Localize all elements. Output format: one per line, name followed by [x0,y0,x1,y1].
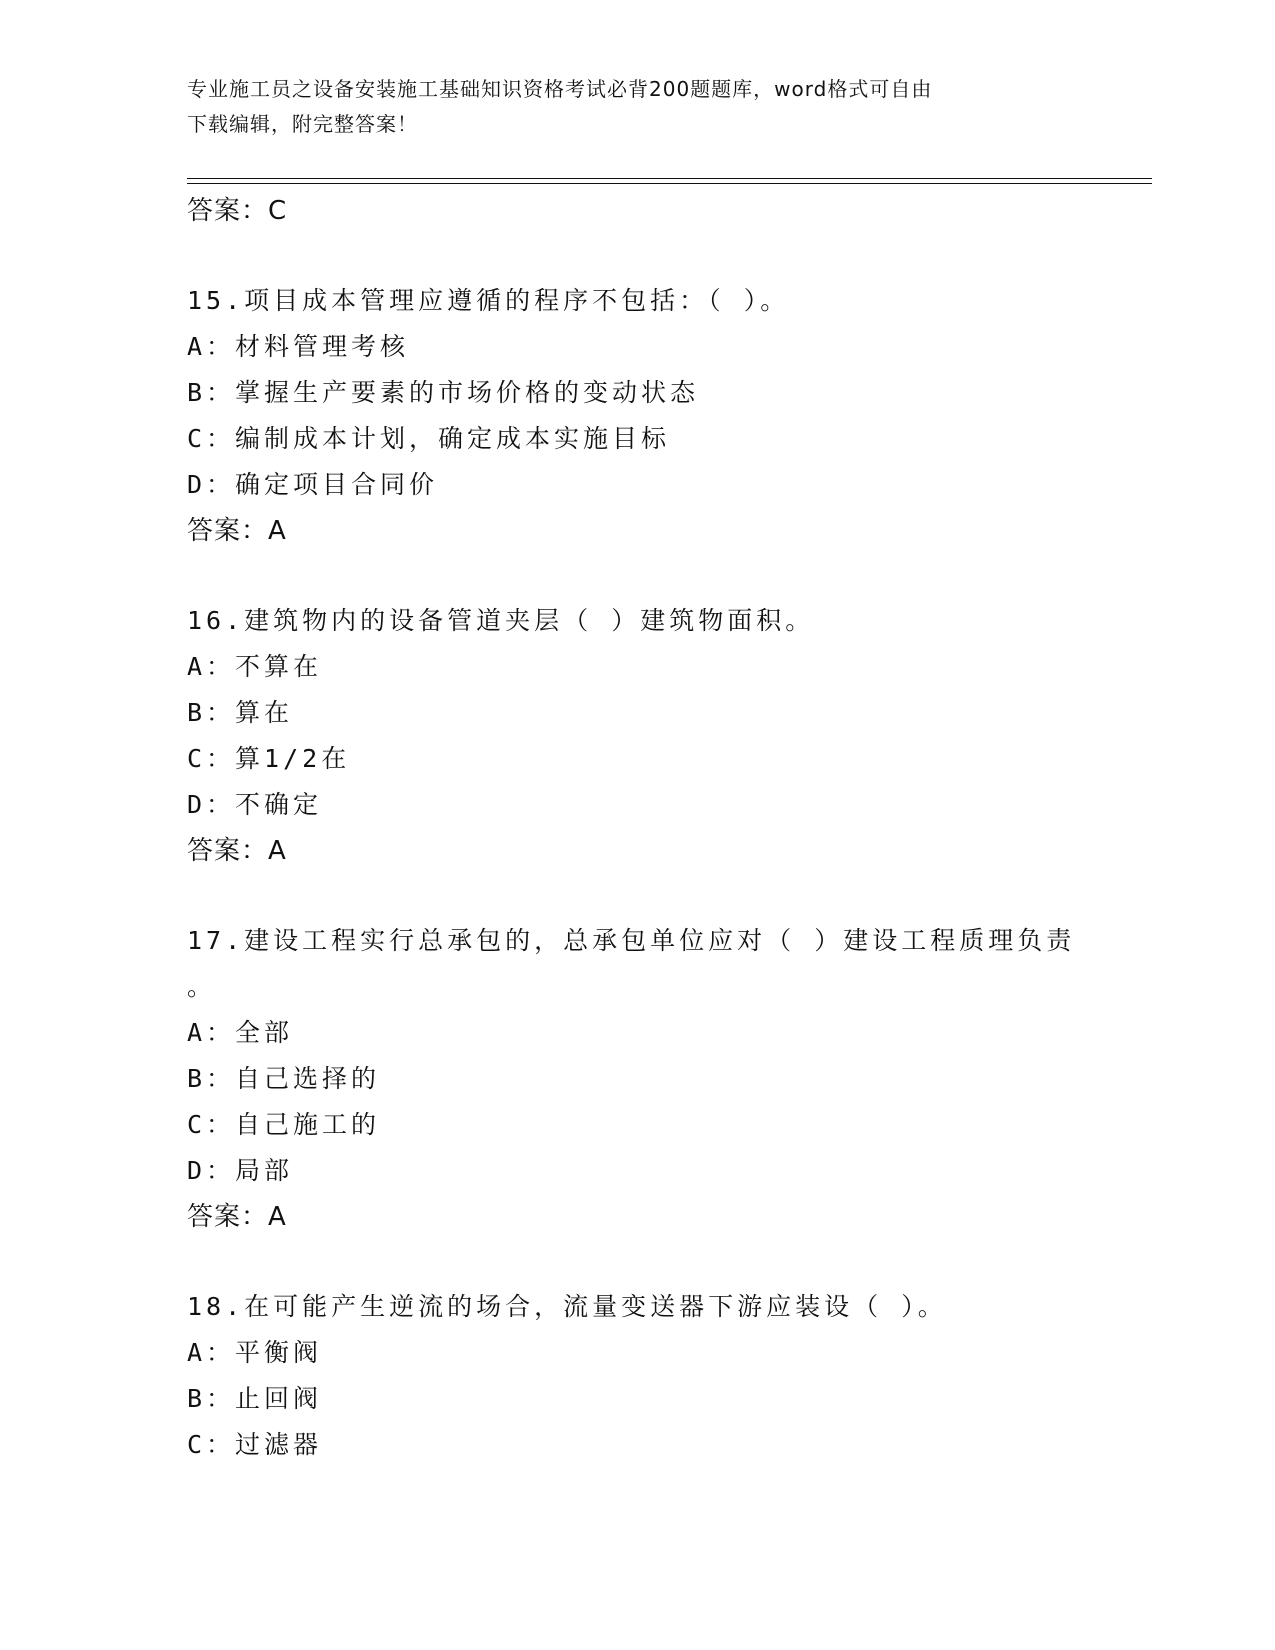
answer-previous: 答案：C [187,196,288,226]
header-line-2: 下载编辑，附完整答案！ [187,112,418,136]
option-c: C：编制成本计划，确定成本实施目标 [187,424,671,453]
option-c: C：算1/2在 [187,744,351,773]
option-b: B：自己选择的 [187,1064,381,1093]
option-c: C：过滤器 [187,1430,323,1459]
option-c: C：自己施工的 [187,1110,381,1139]
question-text: 17.建设工程实行总承包的，总承包单位应对（ ）建设工程质理负责 [187,926,1076,955]
option-d: D：确定项目合同价 [187,470,439,499]
option-b: B：掌握生产要素的市场价格的变动状态 [187,378,700,407]
question-list [187,188,1087,1468]
question-15 [187,278,1087,554]
answer: 答案：A [187,516,287,546]
header-divider-bottom [187,183,1152,184]
header-line-1: 专业施工员之设备安装施工基础知识资格考试必背200题题库，word格式可自由 [187,77,933,101]
option-a: A：全部 [187,1018,294,1047]
answer: 答案：A [187,836,287,866]
document-header [187,72,1077,142]
option-a: A：不算在 [187,652,323,681]
option-d: D：局部 [187,1156,294,1185]
header-divider-top [187,178,1152,179]
option-b: B：止回阀 [187,1384,323,1413]
question-17 [187,918,1087,1240]
question-text-continued: 。 [187,972,217,1001]
option-b: B：算在 [187,698,294,727]
option-d: D：不确定 [187,790,323,819]
question-16 [187,598,1087,874]
question-18 [187,1284,1087,1468]
question-text: 16.建筑物内的设备管道夹层（ ）建筑物面积。 [187,606,815,635]
answer: 答案：A [187,1202,287,1232]
option-a: A：材料管理考核 [187,332,410,361]
question-text: 18.在可能产生逆流的场合，流量变送器下游应装设（ ）。 [187,1292,947,1321]
option-a: A：平衡阀 [187,1338,323,1367]
question-text: 15.项目成本管理应遵循的程序不包括：（ ）。 [187,286,790,315]
